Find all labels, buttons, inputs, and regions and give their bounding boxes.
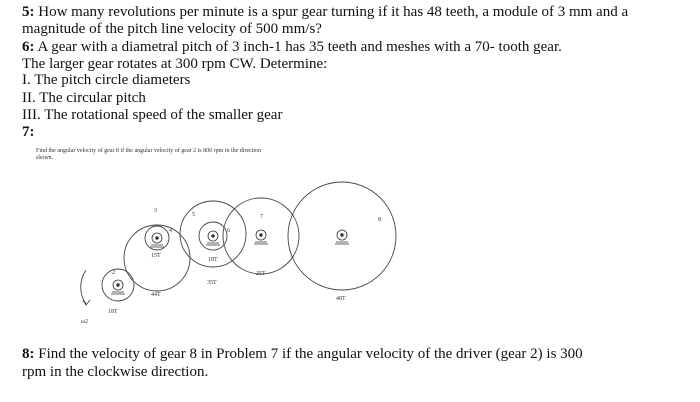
problem-8-line-1 (22, 346, 583, 363)
problem-6-text-1: A gear with a diametral pitch of 3 inch-1 has 35 teeth and meshes with a 70- tooth gear. (37, 39, 562, 55)
figure-caption-line-2: shown. (36, 155, 54, 161)
problem-6-item-2: II. The circular pitch (22, 90, 146, 106)
problem-5-number: 5: (22, 4, 35, 20)
tooth-label-gear-8: 48T (336, 296, 346, 302)
gear-number-2: 2 (112, 270, 115, 276)
gear-5-6-bearing (206, 231, 220, 245)
problem-8-number: 8: (22, 346, 35, 362)
problem-6-text-2: The larger gear rotates at 300 rpm CW. Determine: (22, 56, 328, 72)
gear-number-7: 7 (260, 214, 263, 220)
gear-number-6: 6 (227, 228, 230, 234)
gear-number-3: 3 (154, 208, 157, 214)
tooth-label-gear-3: 44T (151, 292, 161, 298)
tooth-label-gear-4: 15T (151, 253, 161, 259)
gear-number-4: 4 (169, 228, 172, 234)
problem-7-number: 7: (22, 124, 35, 140)
gear-number-5: 5 (192, 212, 195, 218)
tooth-label-gear-7: 25T (256, 271, 266, 277)
problem-5-text-2: magnitude of the pitch line velocity of 500 mm/s? (22, 21, 322, 37)
problem-8-text-2: rpm in the clockwise direction. (22, 364, 209, 380)
tooth-label-gear-5: 35T (207, 280, 217, 286)
problem-6-number: 6: (22, 39, 35, 55)
gear-3-4-bearing (150, 233, 164, 247)
omega-2-label: ω2 (81, 319, 88, 325)
tooth-label-gear-2: 18T (108, 309, 118, 315)
problem-8-text-1: Find the velocity of gear 8 in Problem 7 if the angular velocity of the driver (gear 2) is 300 (38, 346, 583, 362)
tooth-label-gear-6: 18T (208, 257, 218, 263)
gear-number-8: 8 (378, 217, 381, 223)
gear-2-bearing (111, 280, 125, 294)
gear-8-bearing (335, 230, 349, 244)
problem-6-item-3: III. The rotational speed of the smaller gear (22, 107, 283, 123)
problem-5-text-1: How many revolutions per minute is a spur gear turning if it has 48 teeth, a module of 3 mm and a (38, 4, 629, 20)
problem-6-item-1: I. The pitch circle diameters (22, 72, 191, 88)
gear-7-bearing (254, 230, 268, 244)
rotation-arrow-arc (81, 270, 86, 304)
figure-caption-line-1: Find the angular velocity of gear 8 if the angular velocity of gear 2 is 800 rpm in the direction (36, 148, 262, 154)
